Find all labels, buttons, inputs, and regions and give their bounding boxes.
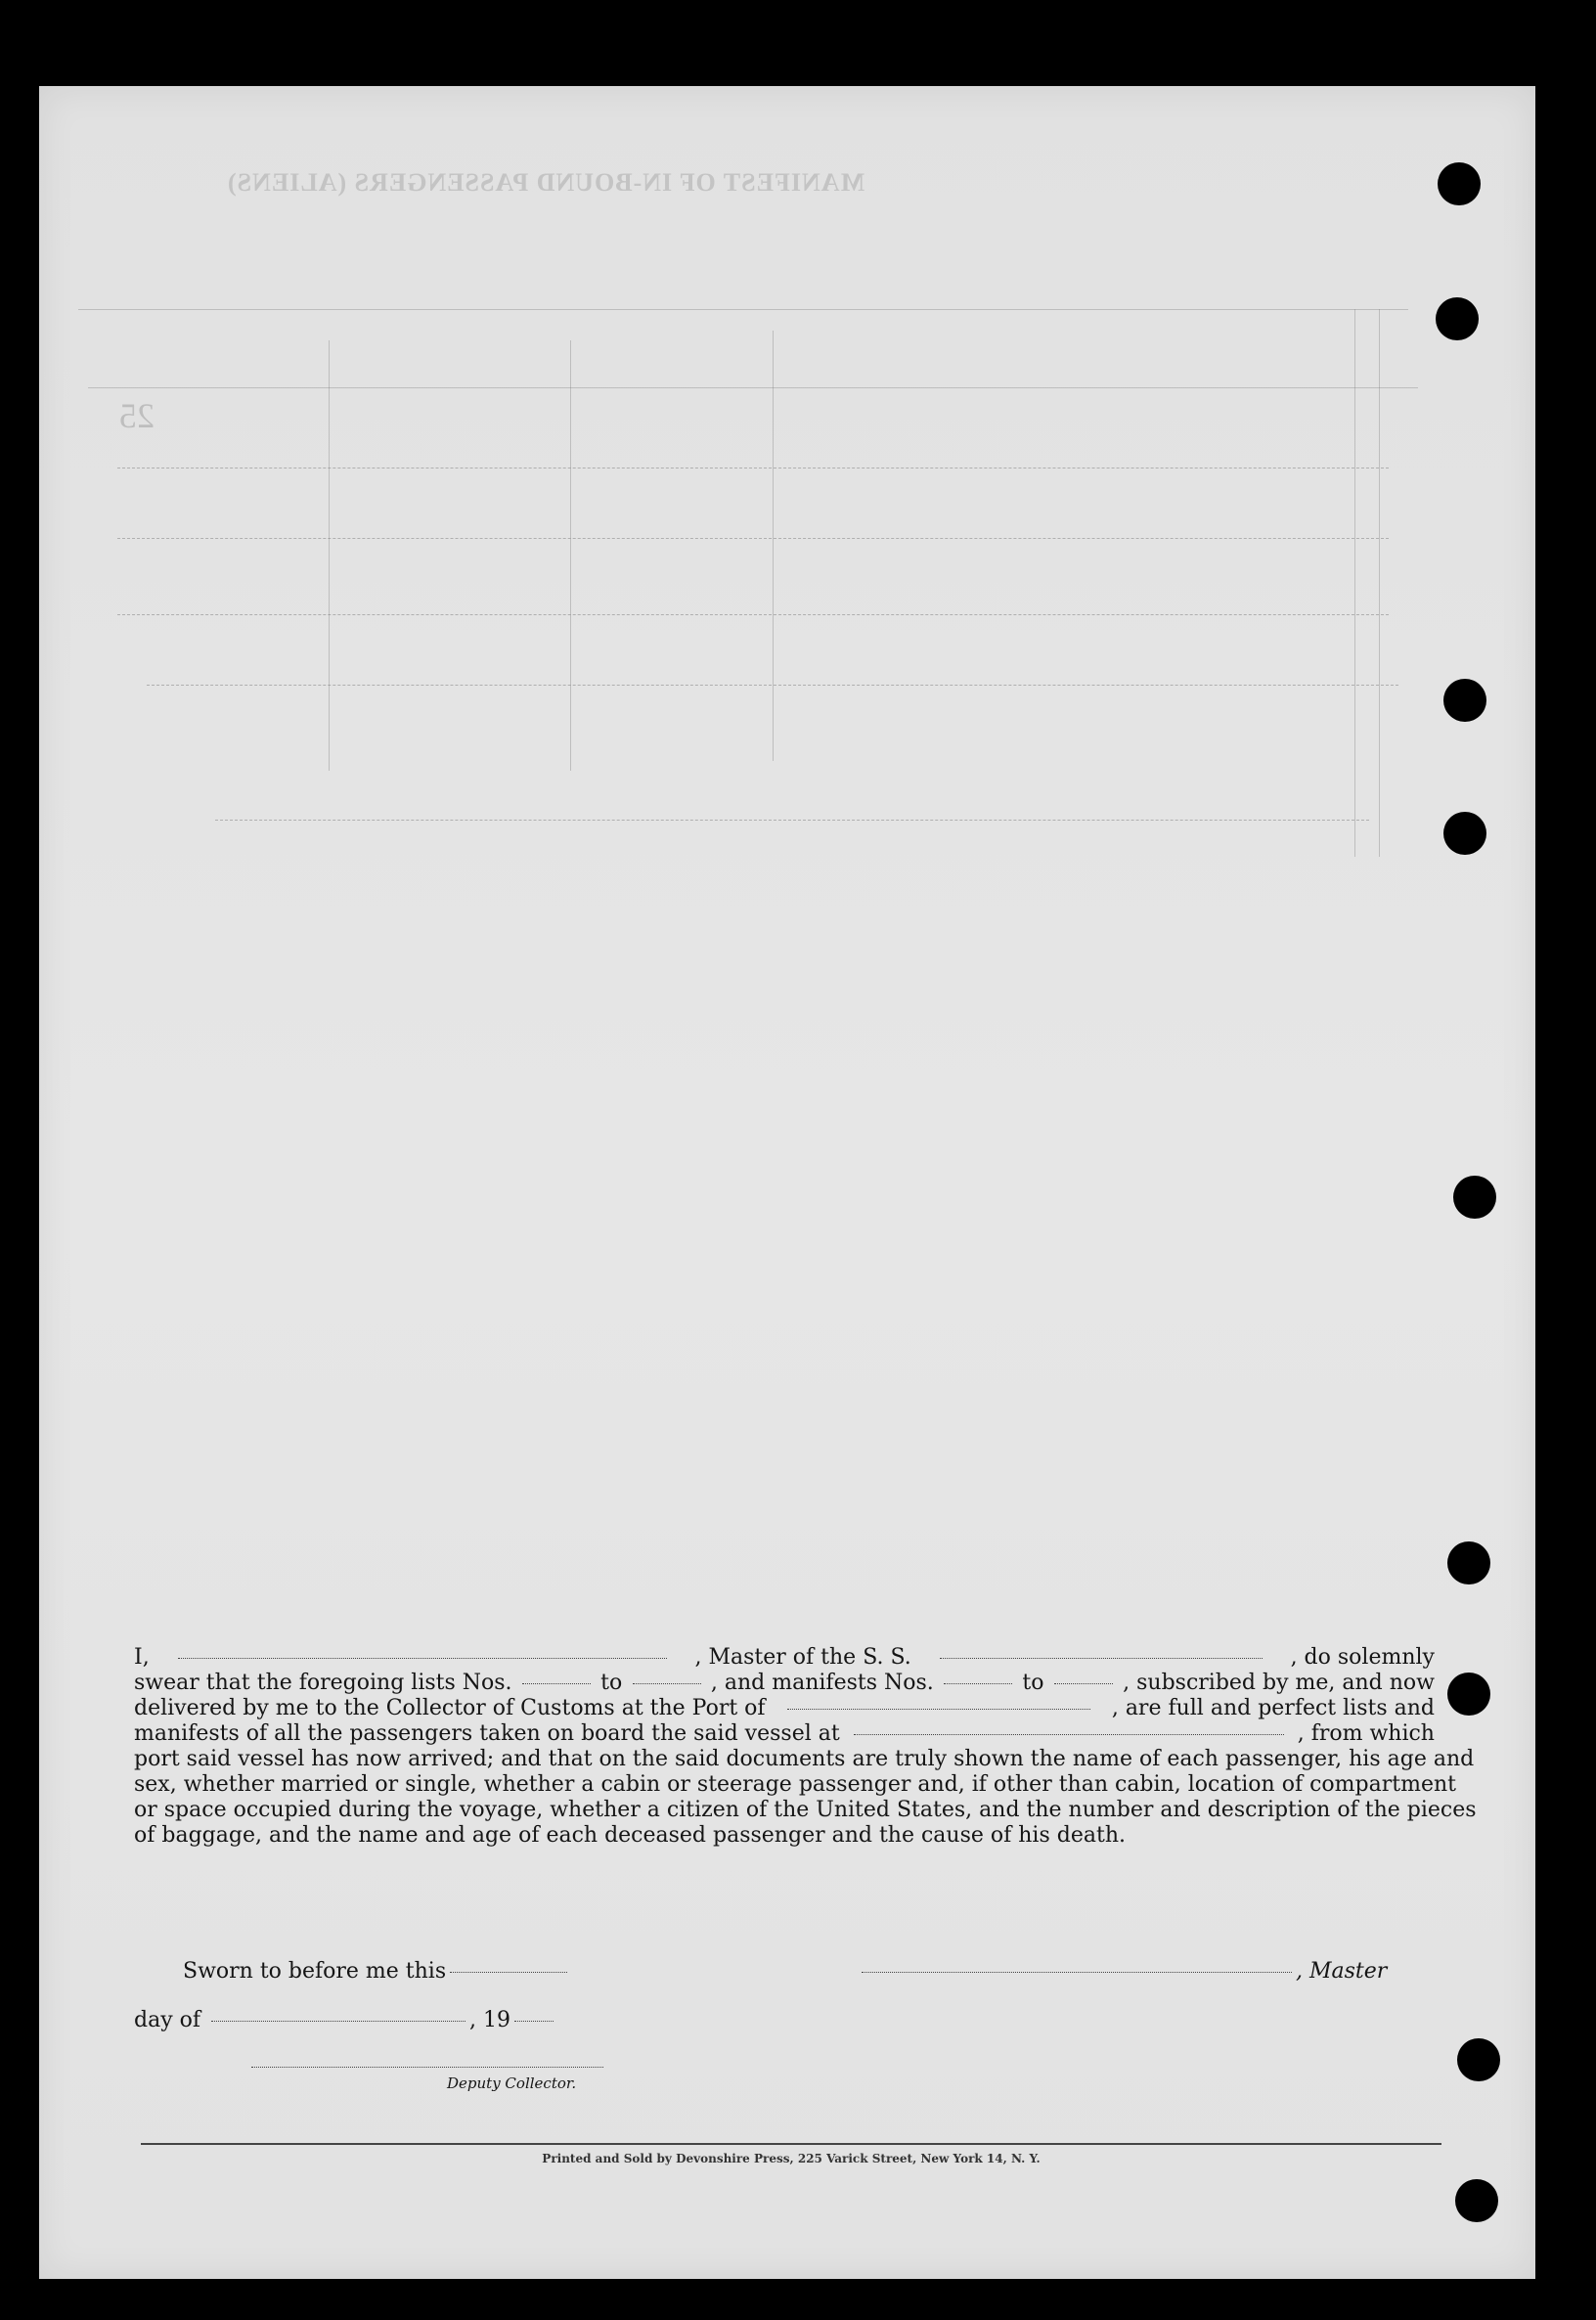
bleed-through-number: 25	[119, 396, 155, 435]
month-blank[interactable]	[211, 2021, 466, 2022]
oath-text: or space occupied during the voyage, whether a citizen of the United States, and the number and description of the pieces	[134, 1798, 1477, 1822]
ghost-table-line	[215, 820, 1369, 821]
sworn-line	[183, 1959, 571, 1984]
deputy-signature-blank[interactable]	[251, 2067, 603, 2068]
punch-hole	[1438, 162, 1481, 205]
punch-hole	[1453, 1176, 1496, 1219]
day-of-line	[134, 2008, 557, 2032]
sworn-label: Sworn to before me this	[183, 1959, 447, 1984]
oath-text: sex, whether married or single, whether a cabin or steerage passenger and, if other than cabin, location of compartment	[134, 1772, 1456, 1797]
ghost-table-line	[78, 309, 1408, 310]
punch-hole	[1443, 812, 1486, 855]
manifest-page	[39, 86, 1535, 2279]
vessel-name-blank[interactable]	[940, 1658, 1263, 1659]
oath-text: , and manifests Nos.	[710, 1671, 934, 1695]
embarkation-port-blank[interactable]	[854, 1734, 1284, 1735]
ghost-table-line	[117, 538, 1389, 539]
oath-paragraph	[134, 1645, 1477, 1849]
ghost-table-line	[329, 340, 330, 771]
sworn-day-blank[interactable]	[450, 1972, 567, 1973]
ghost-table-line	[117, 614, 1389, 615]
oath-text: I,	[134, 1645, 150, 1670]
oath-text: , are full and perfect lists and	[1111, 1696, 1435, 1720]
oath-line	[134, 1671, 1435, 1696]
oath-line	[134, 1721, 1435, 1747]
oath-line	[134, 1696, 1435, 1721]
punch-hole	[1447, 1541, 1490, 1584]
printer-imprint: Printed and Sold by Devonshire Press, 225 Varick Street, New York 14, N. Y.	[542, 2152, 1041, 2165]
bleed-through-title: MANIFEST OF IN-BOUND PASSENGERS (ALIENS)	[227, 168, 865, 197]
oath-text: to	[1022, 1671, 1044, 1695]
oath-text: , do solemnly	[1290, 1645, 1435, 1670]
oath-line	[134, 1747, 1475, 1772]
deputy-collector-label: Deputy Collector.	[447, 2075, 577, 2092]
ghost-table-line	[773, 331, 774, 761]
oath-text: manifests of all the passengers taken on board the said vessel at	[134, 1721, 840, 1746]
punch-hole	[1455, 2179, 1498, 2222]
year-blank[interactable]	[514, 2021, 554, 2022]
oath-text: port said vessel has now arrived; and that on the said documents are truly shown the name of each passenger, his age and	[134, 1747, 1475, 1771]
ghost-table-line	[1379, 309, 1380, 857]
oath-text: of baggage, and the name and age of each deceased passenger and the cause of his death.	[134, 1823, 1126, 1848]
day-of-label: day of	[134, 2008, 201, 2032]
oath-text: , subscribed by me, and now	[1123, 1671, 1435, 1695]
punch-hole	[1457, 2038, 1500, 2081]
lists-to-blank[interactable]	[633, 1683, 701, 1684]
oath-text: , from which	[1297, 1721, 1435, 1746]
ghost-table-line	[570, 340, 571, 771]
punch-hole	[1443, 679, 1486, 722]
punch-hole	[1436, 297, 1479, 340]
manifests-to-blank[interactable]	[1054, 1683, 1113, 1684]
ghost-table-line	[1354, 309, 1355, 857]
oath-line	[134, 1645, 1435, 1671]
oath-text: swear that the foregoing lists Nos.	[134, 1671, 512, 1695]
manifests-from-blank[interactable]	[944, 1683, 1012, 1684]
master-signature-line	[858, 1959, 1387, 1984]
port-blank[interactable]	[787, 1709, 1090, 1710]
punch-hole	[1447, 1673, 1490, 1716]
oath-text: to	[600, 1671, 623, 1695]
oath-line	[134, 1823, 1435, 1849]
footer-rule	[141, 2143, 1441, 2145]
master-name-blank[interactable]	[178, 1658, 667, 1659]
master-label: , Master	[1296, 1959, 1388, 1984]
lists-from-blank[interactable]	[522, 1683, 591, 1684]
oath-line	[134, 1798, 1477, 1823]
oath-text: , Master of the S. S.	[694, 1645, 911, 1670]
year-prefix: , 19	[469, 2008, 510, 2032]
oath-line	[134, 1772, 1456, 1798]
oath-text: delivered by me to the Collector of Customs at the Port of	[134, 1696, 766, 1720]
ghost-table-line	[88, 387, 1418, 388]
master-signature-blank[interactable]	[862, 1972, 1292, 1973]
